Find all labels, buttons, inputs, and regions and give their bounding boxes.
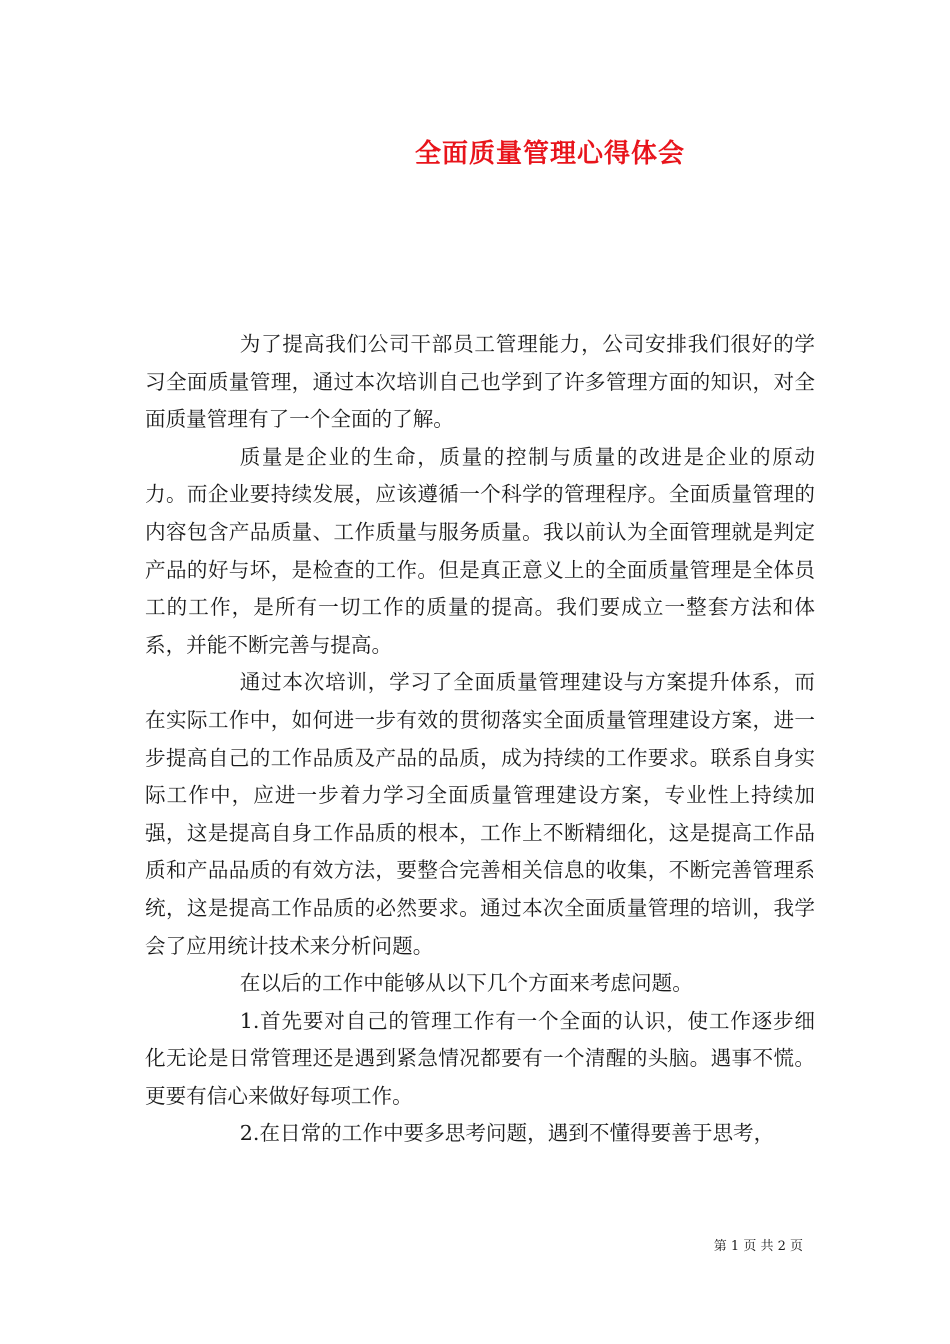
- paragraph-1: 为了提高我们公司干部员工管理能力，公司安排我们很好的学习全面质量管理，通过本次培训自己也学到了许多管理方面的知识，对全面质量管理有了一个全面的了解。: [145, 332, 815, 432]
- page-number-footer: 第 1 页 共 2 页: [713, 1239, 803, 1254]
- paragraph-3: 通过本次培训，学习了全面质量管理建设与方案提升体系，而在实际工作中，如何进一步有效的贯彻落实全面质量管理建设方案，进一步提高自己的工作品质及产品的品质，成为持续的工作要求。联系自身实际工作中，应进一步着力学习全面质量管理建设方案，专业性上持续加强，这是提高自身工作品质的根本，工作上不断精细化，这是提高工作品质和产品品质的有效方法，要整合完善相关信息的收集，不断完善管理系统，这是提高工作品质的必然要求。通过本次全面质量管理的培训，我学会了应用统计技术来分析问题。: [145, 670, 815, 958]
- paragraph-2: 质量是企业的生命，质量的控制与质量的改进是企业的原动力。而企业要持续发展，应该遵循一个科学的管理程序。全面质量管理的内容包含产品质量、工作质量与服务质量。我以前认为全面管理就是判定产品的好与坏，是检查的工作。但是真正意义上的全面质量管理是全体员工的工作，是所有一切工作的质量的提高。我们要成立一整套方法和体系，并能不断完善与提高。: [145, 444, 815, 657]
- document-body: [145, 326, 815, 1153]
- paragraph-4: 在以后的工作中能够从以下几个方面来考虑问题。: [239, 971, 693, 996]
- document-title: 全面质量管理心得体会: [414, 139, 685, 169]
- paragraph-6: 2.在日常的工作中要多思考问题，遇到不懂得要善于思考，: [239, 1121, 775, 1146]
- paragraph-5: 1.首先要对自己的管理工作有一个全面的认识，使工作逐步细化无论是日常管理还是遇到紧急情况都要有一个清醒的头脑。遇事不慌。更要有信心来做好每项工作。: [145, 1008, 815, 1108]
